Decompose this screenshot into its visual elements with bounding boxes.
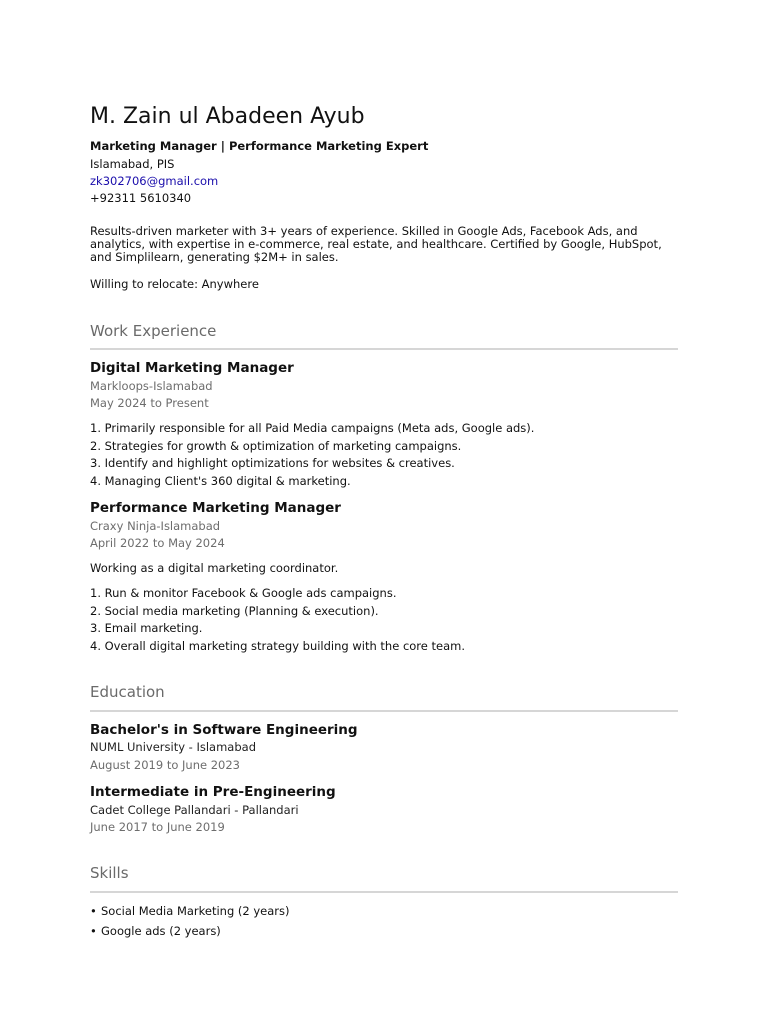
education-dates: June 2017 to June 2019	[90, 819, 225, 834]
section-title-skills: Skills	[90, 862, 678, 893]
education-entry	[90, 784, 678, 836]
resume-page	[90, 0, 678, 941]
job-dates: May 2024 to Present	[90, 395, 209, 410]
job-entry	[90, 360, 678, 490]
summary-text: Results-driven marketer with 3+ years of experience. Skilled in Google Ads, Facebook Ads, and analytics, with expertise in e-commerce, real estate, and healthcare. Certified by Google, HubSpot, and Simplilearn, generating $2M+ in sales.	[90, 224, 662, 264]
job-task-list	[90, 420, 678, 490]
job-entry	[90, 500, 678, 655]
education-entry	[90, 722, 678, 774]
education-dates: August 2019 to June 2023	[90, 757, 240, 772]
job-company: Markloops-Islamabad	[90, 378, 213, 393]
job-task: 1. Run & monitor Facebook & Google ads campaigns.	[90, 586, 397, 601]
relocate-text: Willing to relocate: Anywhere	[90, 277, 259, 292]
degree-title: Intermediate in Pre-Engineering	[90, 783, 336, 800]
school-name: NUML University - Islamabad	[90, 740, 256, 755]
bullet-icon: •	[90, 903, 97, 918]
job-title: Digital Marketing Manager	[90, 360, 294, 377]
skills-list	[90, 901, 678, 941]
skill-label: Social Media Marketing (2 years)	[101, 903, 290, 918]
candidate-headline: Marketing Manager | Performance Marketing Expert	[90, 139, 429, 154]
skill-item	[90, 901, 678, 921]
phone-number: +92311 5610340	[90, 191, 192, 206]
skill-item	[90, 921, 678, 941]
school-name: Cadet College Pallandari - Pallandari	[90, 802, 299, 817]
email-link[interactable]: zk302706@gmail.com	[90, 173, 219, 188]
candidate-location: Islamabad, PIS	[90, 156, 175, 171]
section-title-work: Work Experience	[90, 320, 678, 351]
job-title: Performance Marketing Manager	[90, 500, 341, 517]
skill-label: Google ads (2 years)	[101, 923, 221, 938]
job-task-list	[90, 585, 678, 655]
job-task: 4. Managing Client's 360 digital & marketing.	[90, 473, 351, 488]
degree-title: Bachelor's in Software Engineering	[90, 721, 358, 738]
job-company: Craxy Ninja-Islamabad	[90, 518, 221, 533]
job-task: 2. Social media marketing (Planning & execution).	[90, 603, 379, 618]
job-task: 4. Overall digital marketing strategy building with the core team.	[90, 638, 466, 653]
candidate-name: M. Zain ul Abadeen Ayub	[90, 104, 365, 129]
job-task: 3. Email marketing.	[90, 621, 203, 636]
bullet-icon: •	[90, 923, 97, 938]
job-task: 1. Primarily responsible for all Paid Media campaigns (Meta ads, Google ads).	[90, 421, 535, 436]
job-task: 2. Strategies for growth & optimization of marketing campaigns.	[90, 438, 462, 453]
section-title-education: Education	[90, 681, 678, 712]
job-dates: April 2022 to May 2024	[90, 535, 225, 550]
job-task: 3. Identify and highlight optimizations for websites & creatives.	[90, 456, 455, 471]
job-description: Working as a digital marketing coordinator.	[90, 561, 339, 576]
